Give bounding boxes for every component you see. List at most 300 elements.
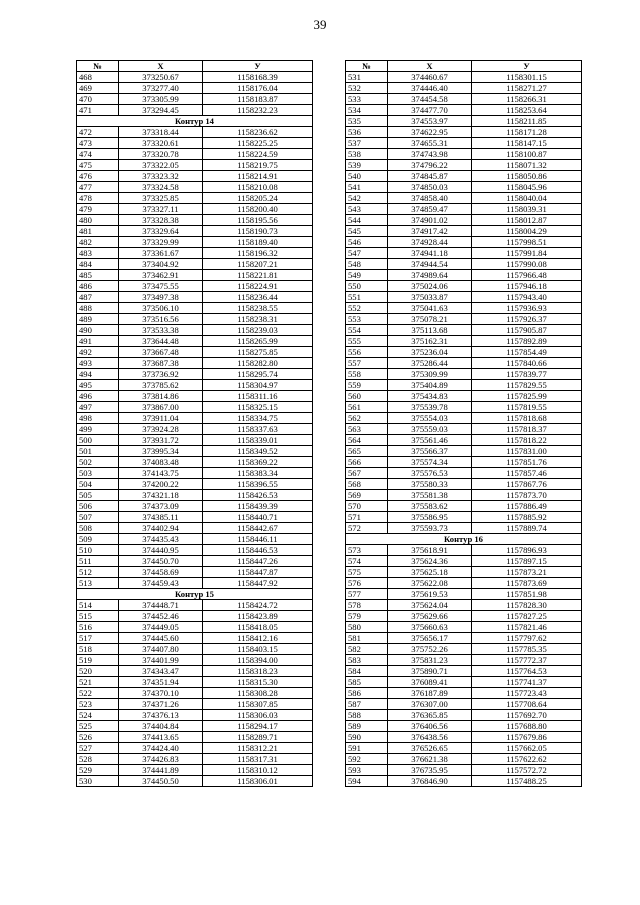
point-number: 513 — [77, 578, 119, 589]
point-number: 476 — [77, 171, 119, 182]
x-coordinate: 376089.41 — [388, 677, 472, 688]
table-row — [77, 479, 313, 490]
point-number: 488 — [77, 303, 119, 314]
table-row — [346, 83, 582, 94]
x-coordinate: 376735.95 — [388, 765, 472, 776]
x-coordinate: 375041.63 — [388, 303, 472, 314]
table-row — [346, 193, 582, 204]
point-number: 569 — [346, 490, 388, 501]
x-coordinate: 375581.38 — [388, 490, 472, 501]
x-coordinate: 374376.13 — [119, 710, 203, 721]
point-number: 521 — [77, 677, 119, 688]
point-number: 543 — [346, 204, 388, 215]
table-row — [77, 336, 313, 347]
x-coordinate: 374858.40 — [388, 193, 472, 204]
x-coordinate: 374448.71 — [119, 600, 203, 611]
table-row — [77, 743, 313, 754]
table-row — [346, 578, 582, 589]
x-coordinate: 374941.18 — [388, 248, 472, 259]
y-coordinate: 1157764.53 — [472, 666, 582, 677]
point-number: 541 — [346, 182, 388, 193]
y-coordinate: 1157966.48 — [472, 270, 582, 281]
x-coordinate: 373931.72 — [119, 435, 203, 446]
point-number: 547 — [346, 248, 388, 259]
x-coordinate: 373814.86 — [119, 391, 203, 402]
table-row — [346, 556, 582, 567]
table-row — [346, 688, 582, 699]
x-coordinate: 373867.00 — [119, 402, 203, 413]
y-coordinate: 1157867.76 — [472, 479, 582, 490]
x-coordinate: 374200.22 — [119, 479, 203, 490]
x-coordinate: 376438.56 — [388, 732, 472, 743]
table-row — [346, 182, 582, 193]
table-row — [346, 391, 582, 402]
column-header-number: № — [77, 61, 119, 72]
point-number: 494 — [77, 369, 119, 380]
x-coordinate: 374796.22 — [388, 160, 472, 171]
y-coordinate: 1157785.35 — [472, 644, 582, 655]
table-row — [77, 633, 313, 644]
point-number: 560 — [346, 391, 388, 402]
x-coordinate: 375078.21 — [388, 314, 472, 325]
y-coordinate: 1157885.92 — [472, 512, 582, 523]
y-coordinate: 1158253.64 — [472, 105, 582, 116]
x-coordinate: 373533.38 — [119, 325, 203, 336]
point-number: 528 — [77, 754, 119, 765]
contour-label: Контур 16 — [346, 534, 582, 545]
x-coordinate: 373277.40 — [119, 83, 203, 94]
x-coordinate: 373322.05 — [119, 160, 203, 171]
point-number: 551 — [346, 292, 388, 303]
point-number: 526 — [77, 732, 119, 743]
table-row — [346, 754, 582, 765]
point-number: 573 — [346, 545, 388, 556]
point-number: 492 — [77, 347, 119, 358]
x-coordinate: 375580.33 — [388, 479, 472, 490]
y-coordinate: 1157741.37 — [472, 677, 582, 688]
point-number: 475 — [77, 160, 119, 171]
point-number: 561 — [346, 402, 388, 413]
y-coordinate: 1158238.31 — [203, 314, 313, 325]
x-coordinate: 376187.89 — [388, 688, 472, 699]
point-number: 563 — [346, 424, 388, 435]
y-coordinate: 1158219.75 — [203, 160, 313, 171]
point-number: 566 — [346, 457, 388, 468]
point-number: 552 — [346, 303, 388, 314]
point-number: 590 — [346, 732, 388, 743]
y-coordinate: 1157679.86 — [472, 732, 582, 743]
point-number: 501 — [77, 446, 119, 457]
x-coordinate: 373516.56 — [119, 314, 203, 325]
table-row — [77, 732, 313, 743]
point-number: 559 — [346, 380, 388, 391]
y-coordinate: 1158447.26 — [203, 556, 313, 567]
y-coordinate: 1157821.46 — [472, 622, 582, 633]
x-coordinate: 375619.53 — [388, 589, 472, 600]
x-coordinate: 375554.03 — [388, 413, 472, 424]
table-row — [77, 710, 313, 721]
y-coordinate: 1158282.80 — [203, 358, 313, 369]
table-row — [346, 204, 582, 215]
point-number: 592 — [346, 754, 388, 765]
x-coordinate: 374371.26 — [119, 699, 203, 710]
y-coordinate: 1157662.05 — [472, 743, 582, 754]
x-coordinate: 375660.63 — [388, 622, 472, 633]
table-row — [77, 83, 313, 94]
x-coordinate: 373667.48 — [119, 347, 203, 358]
point-number: 576 — [346, 578, 388, 589]
x-coordinate: 373497.38 — [119, 292, 203, 303]
y-coordinate: 1157998.51 — [472, 237, 582, 248]
contour-label: Контур 14 — [77, 116, 313, 127]
point-number: 570 — [346, 501, 388, 512]
x-coordinate: 374424.40 — [119, 743, 203, 754]
x-coordinate: 374435.43 — [119, 534, 203, 545]
table-row — [346, 611, 582, 622]
y-coordinate: 1158265.99 — [203, 336, 313, 347]
point-number: 588 — [346, 710, 388, 721]
table-row — [77, 567, 313, 578]
point-number: 553 — [346, 314, 388, 325]
table-row — [346, 446, 582, 457]
y-coordinate: 1158318.23 — [203, 666, 313, 677]
point-number: 512 — [77, 567, 119, 578]
table-row — [77, 138, 313, 149]
y-coordinate: 1157873.70 — [472, 490, 582, 501]
y-coordinate: 1158236.62 — [203, 127, 313, 138]
y-coordinate: 1157886.49 — [472, 501, 582, 512]
point-number: 539 — [346, 160, 388, 171]
point-number: 550 — [346, 281, 388, 292]
x-coordinate: 376307.00 — [388, 699, 472, 710]
x-coordinate: 375618.91 — [388, 545, 472, 556]
y-coordinate: 1157692.70 — [472, 710, 582, 721]
table-row — [346, 633, 582, 644]
table-row — [346, 380, 582, 391]
point-number: 477 — [77, 182, 119, 193]
table-row — [77, 369, 313, 380]
point-number: 500 — [77, 435, 119, 446]
x-coordinate: 375236.04 — [388, 347, 472, 358]
point-number: 525 — [77, 721, 119, 732]
point-number: 502 — [77, 457, 119, 468]
point-number: 479 — [77, 204, 119, 215]
y-coordinate: 1157839.77 — [472, 369, 582, 380]
table-row — [77, 655, 313, 666]
x-coordinate: 375309.99 — [388, 369, 472, 380]
x-coordinate: 373324.58 — [119, 182, 203, 193]
y-coordinate: 1158225.25 — [203, 138, 313, 149]
y-coordinate: 1158171.28 — [472, 127, 582, 138]
y-coordinate: 1158334.75 — [203, 413, 313, 424]
y-coordinate: 1158232.23 — [203, 105, 313, 116]
y-coordinate: 1158045.96 — [472, 182, 582, 193]
x-coordinate: 375831.23 — [388, 655, 472, 666]
x-coordinate: 373328.38 — [119, 215, 203, 226]
y-coordinate: 1158168.39 — [203, 72, 313, 83]
y-coordinate: 1157926.37 — [472, 314, 582, 325]
point-number: 568 — [346, 479, 388, 490]
x-coordinate: 374928.44 — [388, 237, 472, 248]
x-coordinate: 373785.62 — [119, 380, 203, 391]
point-number: 584 — [346, 666, 388, 677]
x-coordinate: 374449.05 — [119, 622, 203, 633]
point-number: 533 — [346, 94, 388, 105]
y-coordinate: 1157990.08 — [472, 259, 582, 270]
table-row — [77, 94, 313, 105]
y-coordinate: 1158236.44 — [203, 292, 313, 303]
table-row — [77, 644, 313, 655]
point-number: 580 — [346, 622, 388, 633]
y-coordinate: 1158307.85 — [203, 699, 313, 710]
y-coordinate: 1158190.73 — [203, 226, 313, 237]
table-row — [77, 193, 313, 204]
x-coordinate: 374351.94 — [119, 677, 203, 688]
table-row — [346, 721, 582, 732]
table-row — [346, 149, 582, 160]
point-number: 564 — [346, 435, 388, 446]
point-number: 549 — [346, 270, 388, 281]
table-row — [346, 479, 582, 490]
table-row — [346, 677, 582, 688]
point-number: 556 — [346, 347, 388, 358]
y-coordinate: 1157818.37 — [472, 424, 582, 435]
y-coordinate: 1158311.16 — [203, 391, 313, 402]
table-row — [77, 270, 313, 281]
table-row — [346, 402, 582, 413]
point-number: 583 — [346, 655, 388, 666]
x-coordinate: 374553.97 — [388, 116, 472, 127]
y-coordinate: 1157772.37 — [472, 655, 582, 666]
x-coordinate: 374845.87 — [388, 171, 472, 182]
x-coordinate: 375656.17 — [388, 633, 472, 644]
y-coordinate: 1158310.12 — [203, 765, 313, 776]
table-row — [77, 72, 313, 83]
table-row — [77, 303, 313, 314]
x-coordinate: 374402.94 — [119, 523, 203, 534]
table-row — [77, 171, 313, 182]
table-row — [346, 413, 582, 424]
table-row — [346, 116, 582, 127]
table-row — [346, 468, 582, 479]
y-coordinate: 1157829.55 — [472, 380, 582, 391]
y-coordinate: 1158337.63 — [203, 424, 313, 435]
x-coordinate: 375629.66 — [388, 611, 472, 622]
x-coordinate: 374917.42 — [388, 226, 472, 237]
table-row — [77, 314, 313, 325]
table-row — [77, 776, 313, 787]
table-row — [77, 688, 313, 699]
y-coordinate: 1158312.21 — [203, 743, 313, 754]
y-coordinate: 1158012.87 — [472, 215, 582, 226]
x-coordinate: 375574.34 — [388, 457, 472, 468]
point-number: 478 — [77, 193, 119, 204]
x-coordinate: 374426.83 — [119, 754, 203, 765]
y-coordinate: 1158339.01 — [203, 435, 313, 446]
point-number: 519 — [77, 655, 119, 666]
point-number: 510 — [77, 545, 119, 556]
table-row — [77, 556, 313, 567]
x-coordinate: 375624.04 — [388, 600, 472, 611]
column-header-number: № — [346, 61, 388, 72]
point-number: 516 — [77, 622, 119, 633]
x-coordinate: 374850.03 — [388, 182, 472, 193]
y-coordinate: 1157688.80 — [472, 721, 582, 732]
x-coordinate: 373318.44 — [119, 127, 203, 138]
table-row — [346, 622, 582, 633]
table-row — [346, 72, 582, 83]
x-coordinate: 375286.44 — [388, 358, 472, 369]
table-row — [77, 391, 313, 402]
y-coordinate: 1158325.15 — [203, 402, 313, 413]
y-coordinate: 1158210.08 — [203, 182, 313, 193]
y-coordinate: 1157936.93 — [472, 303, 582, 314]
x-coordinate: 374655.31 — [388, 138, 472, 149]
y-coordinate: 1157851.76 — [472, 457, 582, 468]
point-number: 589 — [346, 721, 388, 732]
x-coordinate: 374373.09 — [119, 501, 203, 512]
y-coordinate: 1158295.74 — [203, 369, 313, 380]
point-number: 469 — [77, 83, 119, 94]
contour-label: Контур 15 — [77, 589, 313, 600]
point-number: 530 — [77, 776, 119, 787]
table-row — [77, 424, 313, 435]
x-coordinate: 375033.87 — [388, 292, 472, 303]
y-coordinate: 1158183.87 — [203, 94, 313, 105]
table-row — [346, 644, 582, 655]
y-coordinate: 1157873.69 — [472, 578, 582, 589]
table-row — [77, 490, 313, 501]
x-coordinate: 374440.95 — [119, 545, 203, 556]
x-coordinate: 376621.38 — [388, 754, 472, 765]
table-row — [77, 600, 313, 611]
y-coordinate: 1158224.59 — [203, 149, 313, 160]
table-row — [346, 105, 582, 116]
x-coordinate: 373329.99 — [119, 237, 203, 248]
x-coordinate: 374401.99 — [119, 655, 203, 666]
coordinates-table-right — [345, 60, 582, 787]
table-row — [346, 303, 582, 314]
table-row — [77, 325, 313, 336]
y-coordinate: 1158446.53 — [203, 545, 313, 556]
point-number: 545 — [346, 226, 388, 237]
y-coordinate: 1158418.05 — [203, 622, 313, 633]
point-number: 554 — [346, 325, 388, 336]
x-coordinate: 375434.83 — [388, 391, 472, 402]
point-number: 531 — [346, 72, 388, 83]
x-coordinate: 374413.65 — [119, 732, 203, 743]
table-row — [346, 589, 582, 600]
table-row — [77, 578, 313, 589]
y-coordinate: 1158447.87 — [203, 567, 313, 578]
y-coordinate: 1158442.67 — [203, 523, 313, 534]
y-coordinate: 1158369.22 — [203, 457, 313, 468]
x-coordinate: 374450.50 — [119, 776, 203, 787]
point-number: 534 — [346, 105, 388, 116]
column-header-y: У — [472, 61, 582, 72]
point-number: 490 — [77, 325, 119, 336]
point-number: 575 — [346, 567, 388, 578]
point-number: 493 — [77, 358, 119, 369]
point-number: 577 — [346, 589, 388, 600]
table-row — [77, 611, 313, 622]
point-number: 489 — [77, 314, 119, 325]
table-row — [346, 226, 582, 237]
x-coordinate: 373325.85 — [119, 193, 203, 204]
point-number: 499 — [77, 424, 119, 435]
x-coordinate: 373361.67 — [119, 248, 203, 259]
point-number: 567 — [346, 468, 388, 479]
table-row — [77, 226, 313, 237]
table-row — [346, 545, 582, 556]
y-coordinate: 1158207.21 — [203, 259, 313, 270]
point-number: 524 — [77, 710, 119, 721]
point-number: 511 — [77, 556, 119, 567]
x-coordinate: 375559.03 — [388, 424, 472, 435]
table-row — [77, 259, 313, 270]
point-number: 527 — [77, 743, 119, 754]
x-coordinate: 375576.53 — [388, 468, 472, 479]
table-row — [346, 743, 582, 754]
x-coordinate: 376365.85 — [388, 710, 472, 721]
table-row — [346, 292, 582, 303]
table-row — [346, 138, 582, 149]
y-coordinate: 1158147.15 — [472, 138, 582, 149]
x-coordinate: 373320.78 — [119, 149, 203, 160]
table-row — [77, 721, 313, 732]
y-coordinate: 1158040.04 — [472, 193, 582, 204]
table-row — [346, 732, 582, 743]
y-coordinate: 1158100.87 — [472, 149, 582, 160]
x-coordinate: 374901.02 — [388, 215, 472, 226]
point-number: 579 — [346, 611, 388, 622]
table-row — [346, 666, 582, 677]
y-coordinate: 1158308.28 — [203, 688, 313, 699]
x-coordinate: 374477.70 — [388, 105, 472, 116]
x-coordinate: 376526.65 — [388, 743, 472, 754]
y-coordinate: 1157819.55 — [472, 402, 582, 413]
table-row — [77, 545, 313, 556]
x-coordinate: 374445.60 — [119, 633, 203, 644]
x-coordinate: 375561.46 — [388, 435, 472, 446]
table-row — [77, 127, 313, 138]
table-row — [77, 523, 313, 534]
y-coordinate: 1158289.71 — [203, 732, 313, 743]
y-coordinate: 1157828.30 — [472, 600, 582, 611]
table-row — [77, 534, 313, 545]
y-coordinate: 1157723.43 — [472, 688, 582, 699]
point-number: 538 — [346, 149, 388, 160]
table-row — [346, 567, 582, 578]
table-row — [77, 413, 313, 424]
point-number: 542 — [346, 193, 388, 204]
point-number: 503 — [77, 468, 119, 479]
table-row — [346, 457, 582, 468]
y-coordinate: 1158214.91 — [203, 171, 313, 182]
x-coordinate: 374407.80 — [119, 644, 203, 655]
x-coordinate: 374321.18 — [119, 490, 203, 501]
y-coordinate: 1157943.40 — [472, 292, 582, 303]
x-coordinate: 375162.31 — [388, 336, 472, 347]
x-coordinate: 373995.34 — [119, 446, 203, 457]
point-number: 487 — [77, 292, 119, 303]
table-row — [77, 215, 313, 226]
table-row — [346, 710, 582, 721]
x-coordinate: 373924.28 — [119, 424, 203, 435]
y-coordinate: 1157572.72 — [472, 765, 582, 776]
y-coordinate: 1157818.68 — [472, 413, 582, 424]
point-number: 504 — [77, 479, 119, 490]
